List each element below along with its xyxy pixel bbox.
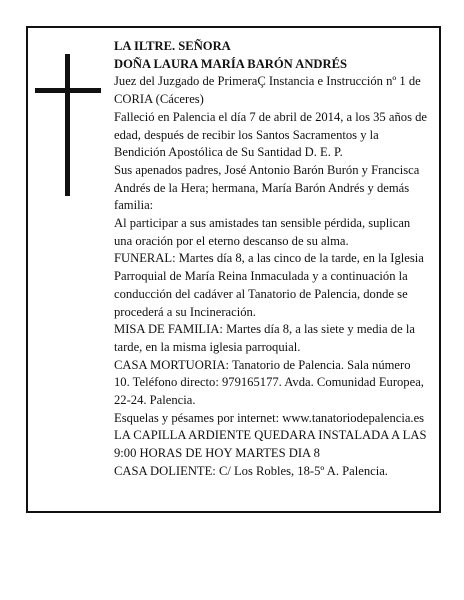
paragraph-mortuary: CASA MORTUORIA: Tanatorio de Palencia. Sala número 10. Teléfono directo: 979165177. Avda. Comunidad Europea, 22-24. Palencia. xyxy=(114,357,424,408)
deceased-title: LA ILTRE. SEÑORA xyxy=(114,39,231,53)
paragraph-death: Falleció en Palencia el día 7 de abril de 2014, a los 35 años de edad, después de recibir los Santos Sacramentos y la Bendición Apostólica de Su Santidad D. E. P. xyxy=(114,109,427,160)
paragraph-chapel: LA CAPILLA ARDIENTE QUEDARA INSTALADA A LAS 9:00 HORAS DE HOY MARTES DIA 8 xyxy=(114,428,427,461)
cross-horizontal-bar xyxy=(35,88,101,93)
paragraph-prayer: Al participar a sus amistades tan sensible pérdida, suplican una oración por el eterno descanso de su alma. xyxy=(114,216,411,248)
paragraph-family: Sus apenados padres, José Antonio Barón Burón y Francisca Andrés de la Hera; hermana, María Barón Andrés y demás familia: xyxy=(114,162,420,213)
obituary-text xyxy=(114,38,428,481)
deceased-name: DOÑA LAURA MARÍA BARÓN ANDRÉS xyxy=(114,56,348,71)
paragraph-position: Juez del Juzgado de PrimeraÇ Instancia e Instrucción nº 1 de CORIA (Cáceres) xyxy=(114,74,421,107)
paragraph-family-mass: MISA DE FAMILIA: Martes día 8, a las siete y media de la tarde, en la misma iglesia parroquial. xyxy=(114,322,415,354)
paragraph-funeral: FUNERAL: Martes día 8, a las cinco de la tarde, en la Iglesia Parroquial de María Reina Inmaculada y a continuación la conducción del cadáver al Tanatorio de Palencia, donde se procederá a su Incineración. xyxy=(114,251,424,319)
paragraph-internet: Esquelas y pésames por internet: www.tanatoriodepalencia.es xyxy=(114,410,425,425)
cross-vertical-bar xyxy=(65,54,70,196)
paragraph-home: CASA DOLIENTE: C/ Los Robles, 18-5º A. Palencia. xyxy=(114,463,388,478)
